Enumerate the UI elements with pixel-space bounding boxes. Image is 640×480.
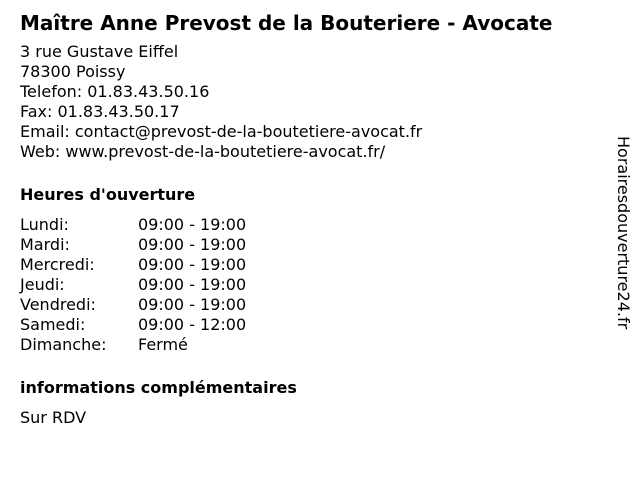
hours-day: Vendredi: xyxy=(20,295,96,314)
hours-row-tuesday xyxy=(20,235,610,255)
hours-row-saturday xyxy=(20,315,610,335)
hours-row-wednesday xyxy=(20,255,610,275)
hours-time: 09:00 - 19:00 xyxy=(138,275,247,294)
phone-line: Telefon: 01.83.43.50.16 xyxy=(20,82,210,101)
opening-hours-table xyxy=(20,215,610,355)
hours-time: 09:00 - 12:00 xyxy=(138,315,247,334)
fax-line: Fax: 01.83.43.50.17 xyxy=(20,102,180,121)
contact-block xyxy=(20,42,610,162)
hours-time: 09:00 - 19:00 xyxy=(138,295,247,314)
hours-row-thursday xyxy=(20,275,610,295)
hours-day: Mercredi: xyxy=(20,255,95,274)
hours-day: Dimanche: xyxy=(20,335,107,354)
hours-day: Mardi: xyxy=(20,235,70,254)
hours-row-monday xyxy=(20,215,610,235)
business-title: Maître Anne Prevost de la Bouteriere - Avocate xyxy=(20,11,553,35)
additional-info-text: Sur RDV xyxy=(20,408,87,427)
city-postal: 78300 Poissy xyxy=(20,62,126,81)
email-line: Email: contact@prevost-de-la-boutetiere-avocat.fr xyxy=(20,122,423,141)
opening-hours-heading: Heures d'ouverture xyxy=(20,185,196,204)
hours-day: Lundi: xyxy=(20,215,69,234)
business-info-card xyxy=(20,10,610,428)
hours-time: Fermé xyxy=(138,335,188,354)
hours-day: Jeudi: xyxy=(20,275,65,294)
street-address: 3 rue Gustave Eiffel xyxy=(20,42,179,61)
additional-info-heading: informations complémentaires xyxy=(20,378,297,397)
hours-time: 09:00 - 19:00 xyxy=(138,255,247,274)
hours-time: 09:00 - 19:00 xyxy=(138,235,247,254)
hours-day: Samedi: xyxy=(20,315,86,334)
hours-time: 09:00 - 19:00 xyxy=(138,215,247,234)
side-brand-watermark: Horairesdouverture24.fr xyxy=(614,136,633,330)
web-line: Web: www.prevost-de-la-boutetiere-avocat.fr/ xyxy=(20,142,386,161)
hours-row-friday xyxy=(20,295,610,315)
hours-row-sunday xyxy=(20,335,610,355)
